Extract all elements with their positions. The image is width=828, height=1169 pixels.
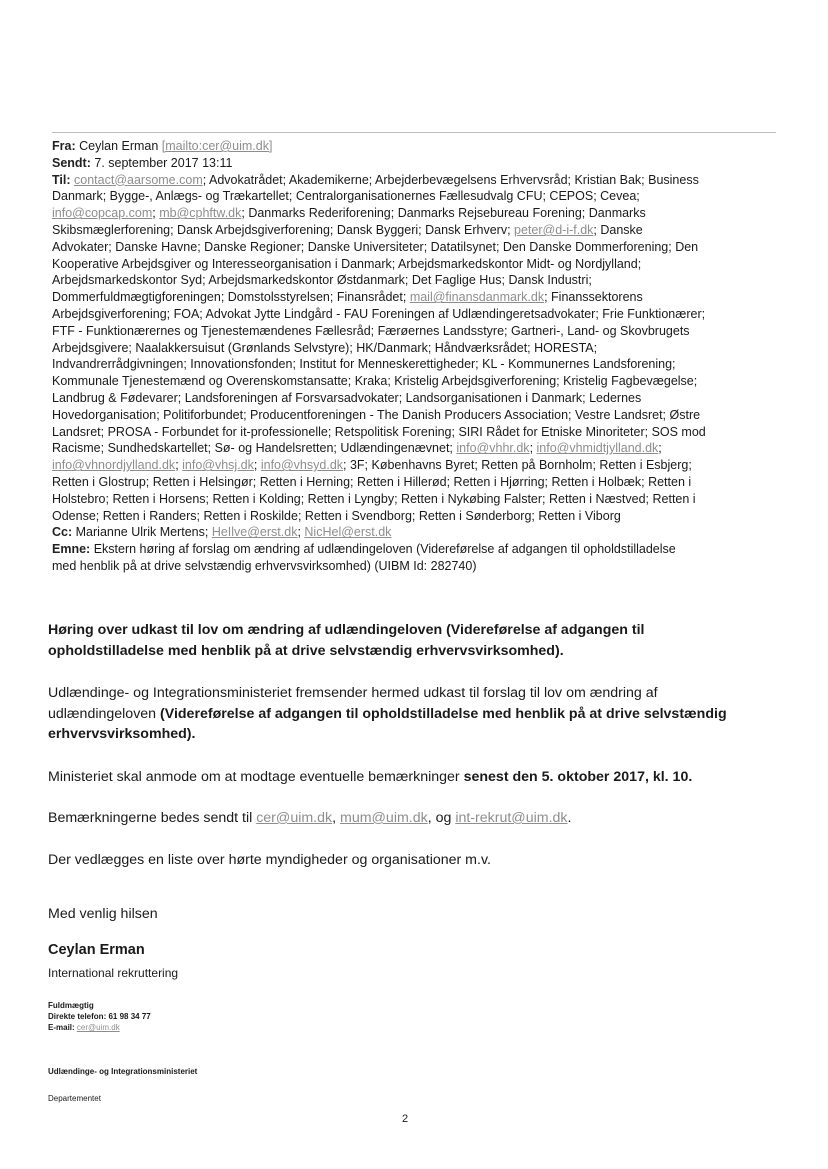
deadline-text: senest den 5. oktober 2017, kl. 10. xyxy=(463,768,693,785)
sent-label: Sendt: xyxy=(52,155,91,170)
recipient-link[interactable]: peter@d-i-f.dk xyxy=(514,222,594,237)
to-line-9: Arbejdsgiverforening; FOA; Advokat Jytte Lindgård - FAU Foreningen af Udlændingeretsadvokater; Frie Funktionærer; xyxy=(52,306,706,321)
signature-phone: Direkte telefon: 61 98 34 77 xyxy=(48,1012,151,1021)
cc-line xyxy=(52,524,772,541)
recipient-text: ; Finanssektorens xyxy=(544,290,643,305)
letter-body xyxy=(48,620,768,925)
to-line-1 xyxy=(52,172,772,189)
separator: ; xyxy=(297,525,305,540)
recipient-text: Skibsmæglerforening; Dansk Arbejdsgiverforening; Dansk Byggeri; Dansk Erhverv; xyxy=(52,222,511,237)
to-label: Til: xyxy=(52,172,71,187)
separator: , xyxy=(332,810,340,826)
signature-department: International rekruttering xyxy=(48,966,179,980)
cc-link[interactable]: HeIlve@erst.dk xyxy=(211,525,298,540)
to-line-11: Arbejdsgivere; Naalakkersuisut (Grønlands Selvstyre); HK/Danmark; Håndværksrådet; HORESTA; xyxy=(52,340,598,355)
recipient-link[interactable]: info@vhmidtjylland.dk xyxy=(536,441,659,456)
separator: ; xyxy=(175,458,183,473)
email-link[interactable]: int-rekrut@uim.dk xyxy=(455,810,568,826)
letter-heading xyxy=(48,620,768,661)
signature-email-link[interactable]: cer@uim.dk xyxy=(76,1023,120,1032)
sent-value: 7. september 2017 13:11 xyxy=(94,155,233,170)
recipient-link[interactable]: info@vhsyd.dk xyxy=(260,458,344,473)
paragraph-send-to xyxy=(48,808,768,829)
email-link[interactable]: cer@uim.dk xyxy=(256,810,333,826)
from-mailto-link[interactable]: [mailto:cer@uim.dk] xyxy=(161,139,273,153)
separator: ; xyxy=(658,441,662,456)
to-line-20: Holstebro; Retten i Horsens; Retten i Kolding; Retten i Lyngby; Retten i Nykøbing Falster; Retten i Næstved; Retten i xyxy=(52,491,696,506)
cc-link[interactable]: NicHel@erst.dk xyxy=(304,525,392,540)
heading-line: Høring over udkast til lov om ændring af udlændingeloven (Videreførelse af adgangen til xyxy=(48,622,645,638)
from-line xyxy=(52,138,772,155)
to-line-18 xyxy=(52,457,772,474)
to-line-7: Arbejdsmarkedskontor Syd; Arbejdsmarkedskontor Østdanmark; Det Faglige Hus; Dansk Industri; xyxy=(52,273,592,288)
paragraph-attachment: Der vedlægges en liste over hørte myndigheder og organisationer m.v. xyxy=(48,851,491,868)
heading-line: opholdstilladelse med henblik på at drive selvstændig erhvervsvirksomhed). xyxy=(48,642,564,659)
ministry-name: Udlændinge- og Integrationsministeriet xyxy=(48,1067,198,1076)
closing: Med venlig hilsen xyxy=(48,906,158,922)
paragraph-text: Ministeriet skal anmode om at modtage eventuelle bemærkninger xyxy=(48,768,464,785)
subject-line-1 xyxy=(52,541,772,558)
email-label: E-mail: xyxy=(48,1023,77,1032)
paragraph-bold-text: erhvervsvirksomhed). xyxy=(48,726,196,742)
subject-line-2: med henblik på at drive selvstændig erhvervsvirksomhed) (UIBM Id: 282740) xyxy=(52,558,477,573)
to-line-21: Odense; Retten i Randers; Retten i Roskilde; Retten i Svendborg; Retten i Sønderborg; Retten i Viborg xyxy=(52,508,621,523)
paragraph-intro xyxy=(48,683,768,745)
recipient-link[interactable]: mail@finansdanmark.dk xyxy=(409,290,545,305)
cc-label: Cc: xyxy=(52,525,73,540)
paragraph-text: Bemærkningerne bedes sendt til xyxy=(48,810,257,826)
recipient-link[interactable]: info@vhsj.dk xyxy=(182,458,254,473)
recipient-link[interactable]: info@vhnordjylland.dk xyxy=(52,458,176,473)
to-line-12: Indvandrerrådgivningen; Innovationsfonden; Institut for Menneskerettigheder; KL - Kommunernes Landsforening; xyxy=(52,357,676,372)
email-link[interactable]: mum@uim.dk xyxy=(340,810,428,826)
separator: ; xyxy=(529,441,537,456)
to-line-3 xyxy=(52,205,772,222)
to-line-5: Advokater; Danske Havne; Danske Regioner; Danske Universiteter; Datatilsynet; Den Danske Dommerforening; Den xyxy=(52,239,699,254)
from-label: Fra: xyxy=(52,139,76,153)
paragraph-deadline xyxy=(48,767,768,788)
recipient-text: ; Danske xyxy=(593,222,643,237)
recipient-text: Racisme; Sundhedskartellet; Sø- og Handelsretten; Udlændingenævnet; xyxy=(52,441,453,456)
email-header xyxy=(52,138,772,575)
from-name: Ceylan Erman xyxy=(79,139,159,153)
separator: ; xyxy=(253,458,261,473)
cc-text: Marianne Ulrik Mertens; xyxy=(75,525,209,540)
recipient-text: ; 3F; Københavns Byret; Retten på Bornholm; Retten i Esbjerg; xyxy=(343,458,692,473)
to-line-6: Kooperative Arbejdsgiver og Interesseorganisation i Danmark; Arbejdsmarkedskontor Midt- og Nordjylland; xyxy=(52,256,642,271)
subject-label: Emne: xyxy=(52,542,91,557)
paragraph-text: Udlændinge- og Integrationsministeriet fremsender hermed udkast til forslag til lov om ændring af xyxy=(48,685,658,701)
page-number: 2 xyxy=(402,1113,409,1125)
to-line-13: Kommunale Tjenestemænd og Overenskomstansatte; Kraka; Kristelig Arbejdsgiverforening; Kristelig Fagbevægelse; xyxy=(52,374,698,389)
separator: ; xyxy=(152,206,160,221)
to-line-4 xyxy=(52,222,772,239)
signature-name: Ceylan Erman xyxy=(48,942,145,958)
recipient-text: ; Advokatrådet; Akademikerne; Arbejderbevægelsens Erhvervsråd; Kristian Bak; Business xyxy=(202,172,699,187)
signature-details xyxy=(48,1000,151,1033)
to-line-19: Retten i Glostrup; Retten i Helsingør; Retten i Herning; Retten i Hillerød; Retten i Hjørring; Retten i Holbæk; Retten i xyxy=(52,474,692,489)
signature-email-line xyxy=(48,1022,151,1033)
recipient-link[interactable]: mb@cphftw.dk xyxy=(159,206,242,221)
to-line-15: Hovedorganisation; Politiforbundet; Producentforeningen - The Danish Producers Association; Vestre Landsret; Østre xyxy=(52,407,701,422)
recipient-link[interactable]: info@copcap.com xyxy=(52,206,153,221)
paragraph-text: udlændingeloven xyxy=(48,705,161,722)
to-line-16: Landsret; PROSA - Forbundet for it-professionelle; Retspolitisk Forening; SIRI Rådet for Etniske Minoriteter; SOS mod xyxy=(52,424,706,439)
signature-title: Fuldmægtig xyxy=(48,1001,94,1010)
recipient-text: ; Danmarks Rederiforening; Danmarks Rejsebureau Forening; Danmarks xyxy=(241,206,646,221)
ministry-unit: Departementet xyxy=(48,1094,101,1103)
paragraph-bold-text: (Videreførelse af adgangen til opholdstilladelse med henblik på at drive selvstændig xyxy=(160,705,727,722)
subject-text: Ekstern høring af forslag om ændring af udlændingeloven (Videreførelse af adgangen til opholdstilladelse xyxy=(93,542,676,557)
sent-line xyxy=(52,155,772,172)
separator: . xyxy=(567,810,572,826)
to-line-10: FTF - Funktionærernes og Tjenestemændenes Fællesråd; Færøernes Landsstyre; Gartneri-, Land- og Skovbrugets xyxy=(52,323,690,338)
header-divider xyxy=(52,132,776,133)
to-line-17 xyxy=(52,440,772,457)
to-line-14: Landbrug & Fødevarer; Landsforeningen af Forsvarsadvokater; Landsorganisationen i Danmark; Ledernes xyxy=(52,390,642,405)
separator: , og xyxy=(427,810,456,826)
to-line-2: Danmark; Bygge-, Anlægs- og Trækartellet; Centralorganisationernes Fællesudvalg CFU; CEPOS; Cevea; xyxy=(52,189,640,204)
recipient-link[interactable]: info@vhhr.dk xyxy=(456,441,530,456)
recipient-link[interactable]: contact@aarsome.com xyxy=(74,172,203,187)
recipient-text: Dommerfuldmægtigforeningen; Domstolsstyrelsen; Finansrådet; xyxy=(52,290,407,305)
to-line-8 xyxy=(52,289,772,306)
